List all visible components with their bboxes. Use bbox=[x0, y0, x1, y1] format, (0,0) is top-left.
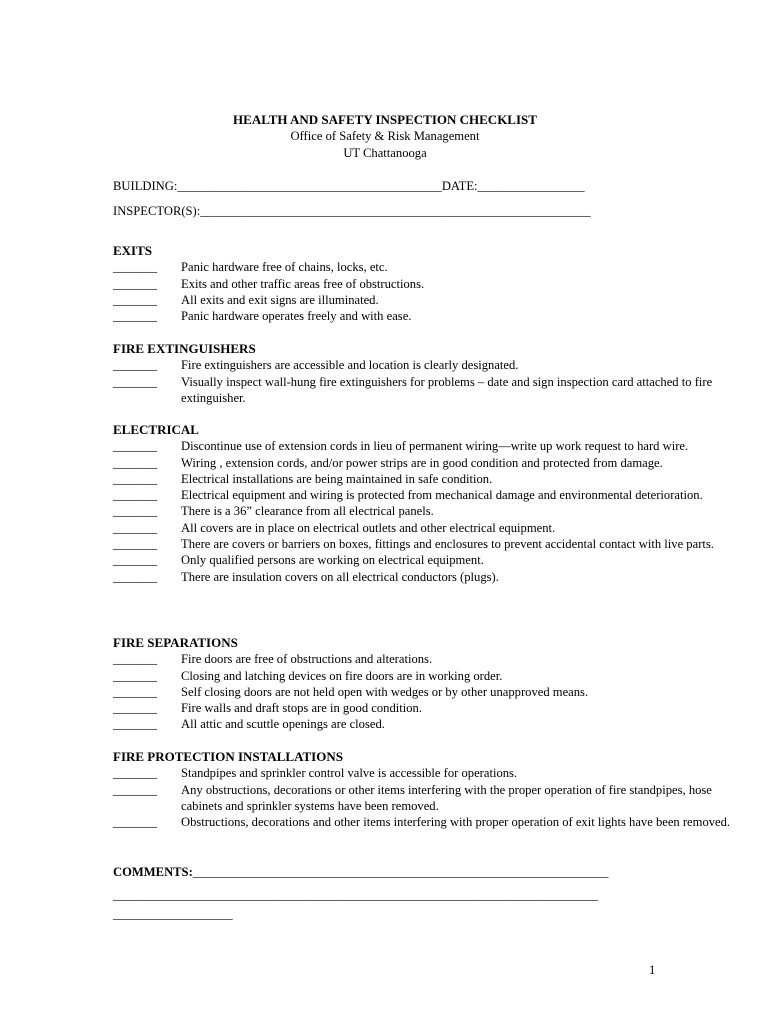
check-blank[interactable]: _______ bbox=[113, 782, 158, 797]
check-blank[interactable]: _______ bbox=[113, 520, 158, 535]
section-title: FIRE EXTINGUISHERS bbox=[113, 341, 256, 356]
check-blank[interactable]: _______ bbox=[113, 358, 158, 373]
check-blank[interactable]: _______ bbox=[113, 504, 158, 519]
check-blank[interactable]: _______ bbox=[113, 471, 158, 486]
section-fire-separations bbox=[113, 635, 753, 733]
item-text: Panic hardware free of chains, locks, etc. bbox=[181, 260, 388, 275]
comments-line-1[interactable] bbox=[113, 864, 608, 880]
document-header bbox=[0, 111, 770, 162]
checklist-item bbox=[113, 684, 753, 700]
item-text: Standpipes and sprinkler control valve is accessible for operations. bbox=[181, 766, 518, 781]
university-name: UT Chattanooga bbox=[343, 146, 427, 160]
document-title: HEALTH AND SAFETY INSPECTION CHECKLIST bbox=[233, 112, 537, 127]
checklist-item bbox=[113, 782, 753, 815]
check-blank[interactable]: _______ bbox=[113, 309, 158, 324]
item-text: Fire walls and draft stops are in good condition. bbox=[181, 701, 422, 716]
checklist-item bbox=[113, 814, 753, 830]
check-blank[interactable]: _______ bbox=[113, 439, 158, 454]
checklist-item bbox=[113, 569, 753, 585]
checklist-item bbox=[113, 259, 753, 275]
item-text: Panic hardware operates freely and with ease. bbox=[181, 309, 412, 324]
page-number: 1 bbox=[649, 963, 656, 977]
checklist-item bbox=[113, 471, 753, 487]
item-text: Visually inspect wall-hung fire extinguishers for problems – date and sign inspection card attached to fire extinguisher. bbox=[181, 374, 713, 405]
check-blank[interactable]: _______ bbox=[113, 455, 158, 470]
item-text: All exits and exit signs are illuminated. bbox=[181, 292, 379, 307]
item-text: Discontinue use of extension cords in lieu of permanent wiring—write up work request to hard wire. bbox=[181, 439, 689, 454]
checklist-item bbox=[113, 765, 753, 781]
comments-line-2[interactable]: _____________________________________________________________________________ bbox=[113, 888, 598, 902]
item-text: Any obstructions, decorations or other items interfering with the proper operation of fire standpipes, hose cabinets and sprinkler systems have been removed. bbox=[181, 782, 712, 813]
check-blank[interactable]: _______ bbox=[113, 553, 158, 568]
checklist-item bbox=[113, 520, 753, 536]
check-blank[interactable]: _______ bbox=[113, 292, 158, 307]
check-blank[interactable]: _______ bbox=[113, 374, 158, 389]
check-blank[interactable]: _______ bbox=[113, 717, 158, 732]
item-text: Only qualified persons are working on electrical equipment. bbox=[181, 553, 484, 568]
item-text: Exits and other traffic areas free of obstructions. bbox=[181, 276, 425, 291]
item-text: Electrical installations are being maintained in safe condition. bbox=[181, 471, 493, 486]
item-text: Closing and latching devices on fire doors are in working order. bbox=[181, 668, 503, 683]
section-fire-extinguishers bbox=[113, 341, 753, 406]
checklist-item bbox=[113, 276, 753, 292]
checklist-item bbox=[113, 668, 753, 684]
checklist-item bbox=[113, 357, 753, 373]
checklist-item bbox=[113, 552, 753, 568]
item-text: There are covers or barriers on boxes, fittings and enclosures to prevent accidental contact with live parts. bbox=[181, 537, 714, 552]
building-date-field[interactable]: BUILDING:__________________________________________DATE:_________________ bbox=[113, 179, 585, 193]
check-blank[interactable]: _______ bbox=[113, 276, 158, 291]
section-title: FIRE PROTECTION INSTALLATIONS bbox=[113, 749, 343, 764]
checklist-item bbox=[113, 487, 753, 503]
comments-label: COMMENTS: bbox=[113, 865, 193, 879]
inspector-field[interactable]: INSPECTOR(S):______________________________________________________________ bbox=[113, 204, 591, 218]
checklist-item bbox=[113, 455, 753, 471]
check-blank[interactable]: _______ bbox=[113, 684, 158, 699]
item-text: There are insulation covers on all electrical conductors (plugs). bbox=[181, 569, 499, 584]
section-fire-protection-installations bbox=[113, 749, 753, 830]
check-blank[interactable]: _______ bbox=[113, 652, 158, 667]
comments-line-3[interactable]: ___________________ bbox=[113, 907, 233, 921]
item-text: Electrical equipment and wiring is protected from mechanical damage and environmental deterioration. bbox=[181, 488, 703, 503]
item-text: Wiring , extension cords, and/or power strips are in good condition and protected from damage. bbox=[181, 455, 663, 470]
check-blank[interactable]: _______ bbox=[113, 488, 158, 503]
office-name: Office of Safety & Risk Management bbox=[290, 129, 480, 143]
item-text: Obstructions, decorations and other items interfering with proper operation of exit lights have been removed. bbox=[181, 815, 731, 830]
checklist-item bbox=[113, 374, 753, 407]
section-title: ELECTRICAL bbox=[113, 422, 199, 437]
checklist-item bbox=[113, 292, 753, 308]
check-blank[interactable]: _______ bbox=[113, 668, 158, 683]
check-blank[interactable]: _______ bbox=[113, 766, 158, 781]
item-text: Self closing doors are not held open with wedges or by other unapproved means. bbox=[181, 684, 589, 699]
section-electrical bbox=[113, 422, 753, 585]
section-title: EXITS bbox=[113, 243, 153, 258]
item-text: Fire extinguishers are accessible and location is clearly designated. bbox=[181, 358, 519, 373]
check-blank[interactable]: _______ bbox=[113, 569, 158, 584]
checklist-item bbox=[113, 651, 753, 667]
item-text: There is a 36” clearance from all electrical panels. bbox=[181, 504, 434, 519]
item-text: Fire doors are free of obstructions and alterations. bbox=[181, 652, 433, 667]
comments-blank[interactable]: __________________________________________________________________ bbox=[192, 865, 609, 879]
checklist-item bbox=[113, 536, 753, 552]
section-exits bbox=[113, 243, 753, 324]
check-blank[interactable]: _______ bbox=[113, 701, 158, 716]
checklist-item bbox=[113, 438, 753, 454]
checklist-item bbox=[113, 716, 753, 732]
check-blank[interactable]: _______ bbox=[113, 537, 158, 552]
item-text: All attic and scuttle openings are closed. bbox=[181, 717, 385, 732]
checklist-item bbox=[113, 308, 753, 324]
checklist-item bbox=[113, 700, 753, 716]
check-blank[interactable]: _______ bbox=[113, 260, 158, 275]
section-title: FIRE SEPARATIONS bbox=[113, 635, 238, 650]
checklist-item bbox=[113, 503, 753, 519]
check-blank[interactable]: _______ bbox=[113, 815, 158, 830]
item-text: All covers are in place on electrical outlets and other electrical equipment. bbox=[181, 520, 556, 535]
